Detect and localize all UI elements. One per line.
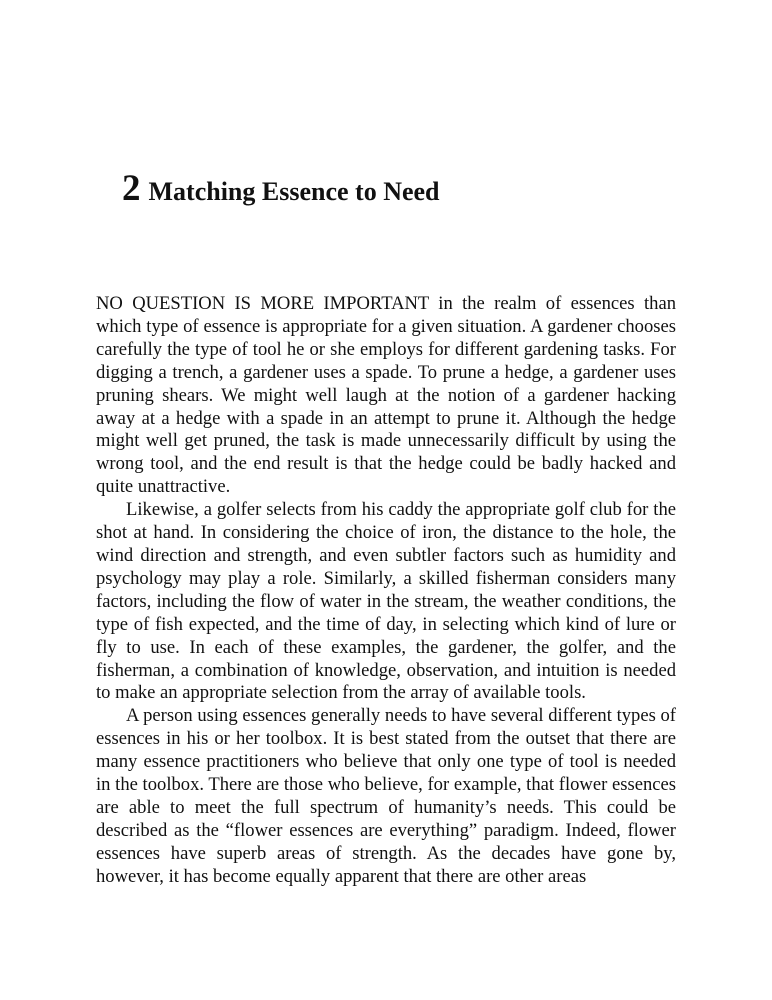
chapter-title: Matching Essence to Need [148,177,440,206]
paragraph-3: A person using essences generally needs to have several different types of essences in his or her toolbox. It is best stated from the outset that there are many essence practitioners who believe that only one type of tool is needed in the toolbox. There are those who believe, for example, that flower essences are able to meet the full spectrum of humanity’s needs. This could be described as the “flower essences are everything” paradigm. Indeed, flower essences have superb areas of strength. As the decades have gone by, however, it has become equally apparent that there are other areas [96,705,676,887]
paragraph-1: NO QUESTION IS MORE IMPORTANT in the realm of essences than which type of essence is appropriate for a given situation. A gardener chooses carefully the type of tool he or she employs for different gardening tasks. For digging a trench, a gardener uses a spade. To prune a hedge, a gardener uses pruning shears. We might well laugh at the notion of a gardener hacking away at a hedge with a spade in an attempt to prune it. Although the hedge might well get pruned, the task is made unnecessarily difficult by using the wrong tool, and the end result is that the hedge could be badly hacked and quite unattractive. [96,293,676,498]
chapter-heading [122,170,440,207]
body-text [96,293,676,889]
paragraph-2: Likewise, a golfer selects from his caddy the appropriate golf club for the shot at hand. In considering the choice of iron, the distance to the hole, the wind direction and strength, and even subtler factors such as humidity and psychology may play a role. Similarly, a skilled fisherman considers many factors, including the flow of water in the stream, the weather conditions, the type of fish expected, and the time of day, in selecting which kind of lure or fly to use. In each of these examples, the gardener, the golfer, and the fisherman, a combination of knowledge, observation, and intuition is needed to make an appropriate selection from the array of available tools. [96,499,676,704]
chapter-number: 2 [122,168,141,209]
